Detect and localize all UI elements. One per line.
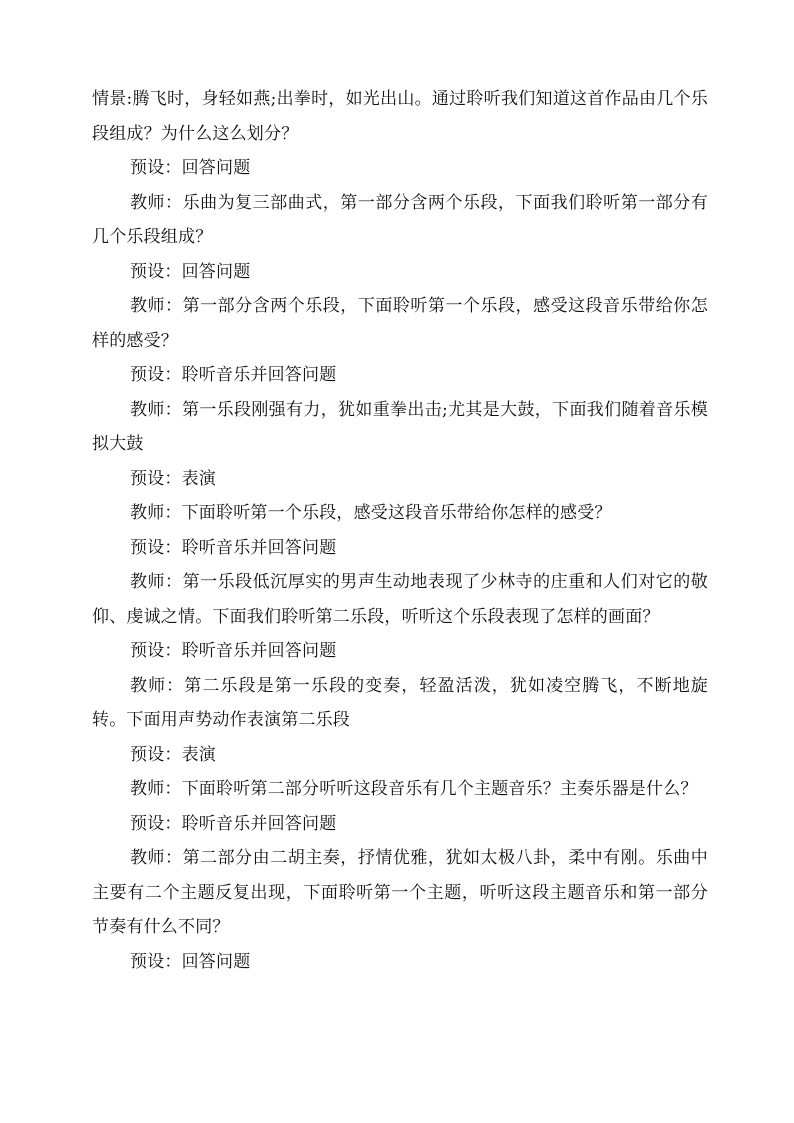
paragraph-teacher: 教师：第一部分含两个乐段，下面聆听第一个乐段，感受这段音乐带给你怎样的感受？: [92, 296, 708, 351]
paragraph-teacher: 教师：乐曲为复三部曲式，第一部分含两个乐段，下面我们聆听第一部分有几个乐段组成？: [92, 192, 708, 247]
paragraph-teacher: 教师：第二乐段是第一乐段的变奏，轻盈活泼，犹如凌空腾飞，不断地旋转。下面用声势动作表演第二乐段: [92, 675, 708, 730]
paragraph-teacher: 教师：下面聆听第一个乐段，感受这段音乐带给你怎样的感受？: [130, 503, 612, 523]
paragraph-answer: 预设：聆听音乐并回答问题: [130, 365, 337, 385]
paragraph-answer: 预设：聆听音乐并回答问题: [130, 537, 337, 558]
paragraph-answer: 预设：表演: [130, 468, 216, 489]
paragraph-answer: 预设：回答问题: [130, 261, 251, 282]
paragraph-answer: 预设：聆听音乐并回答问题: [130, 641, 337, 661]
paragraph-teacher: 教师：下面聆听第二部分听听这段音乐有几个主题音乐？主奏乐器是什么？: [130, 779, 698, 799]
paragraph-teacher: 教师：第一乐段低沉厚实的男声生动地表现了少林寺的庄重和人们对它的敬仰、虔诚之情。下面我们聆听第二乐段，听听这个乐段表现了怎样的画面？: [92, 572, 708, 627]
paragraph-answer: 预设：表演: [130, 744, 216, 765]
paragraph-teacher: 教师：第一乐段刚强有力，犹如重拳出击;尤其是大鼓，下面我们随着音乐模拟大鼓: [92, 399, 708, 454]
paragraph-answer: 预设：聆听音乐并回答问题: [130, 813, 337, 834]
paragraph-intro: 情景:腾飞时，身轻如燕;出拳时，如光出山。通过聆听我们知道这首作品由几个乐段组成？为什么这么划分？: [92, 89, 708, 144]
paragraph-teacher: 教师：第二部分由二胡主奏，抒情优雅，犹如太极八卦，柔中有刚。乐曲中主要有二个主题反复出现，下面聆听第一个主题，听听这段主题音乐和第一部分节奏有什么不同？: [92, 848, 708, 937]
paragraph-answer: 预设：回答问题: [130, 951, 251, 972]
document-page: [92, 82, 708, 979]
paragraph-answer: 预设：回答问题: [130, 158, 251, 178]
